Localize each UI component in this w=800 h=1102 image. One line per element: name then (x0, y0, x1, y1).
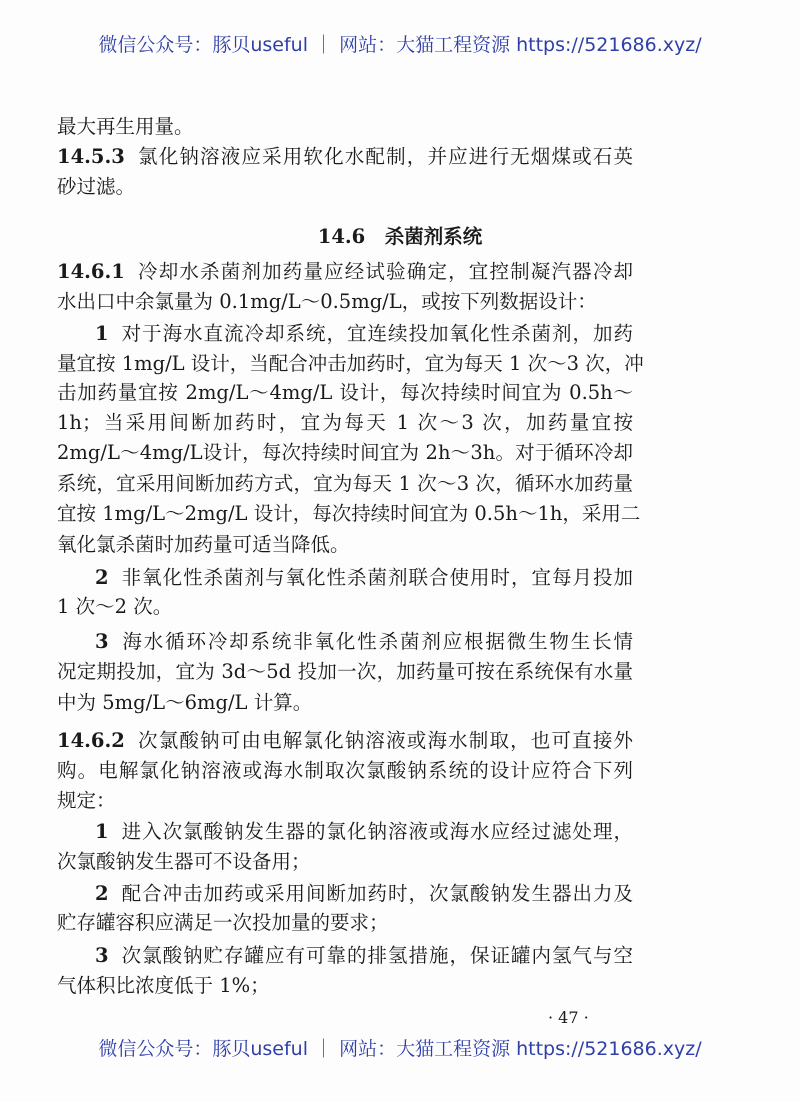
text-line (57, 911, 633, 935)
line-text: 最大再生用量。 (57, 115, 194, 138)
line-text: 贮存罐容积应满足一次投加量的要求； (57, 911, 389, 934)
line-text: 次氯酸钠贮存罐应有可靠的排氢措施，保证罐内氢气与空 (120, 944, 633, 967)
line-text: 非氧化性杀菌剂与氧化性杀菌剂联合使用时，宜每月投加 (120, 566, 633, 589)
item-number: 2 (95, 566, 109, 589)
watermark-top: 微信公众号：豚贝useful ｜ 网站：大猫工程资源 https://521686.xyz/ (98, 34, 702, 56)
line-text: 对于海水直流冷却系统，宜连续投加氧化性杀菌剂，加药 (120, 322, 633, 345)
line-text: 2mg/L～4mg/L设计，每次持续时间宜为 2h～3h。对于循环冷却 (57, 441, 633, 464)
text-line (57, 850, 633, 874)
text-line (57, 352, 644, 376)
clause-number: 14.6.2 (57, 729, 125, 752)
line-text: 配合冲击加药或采用间断加药时，次氯酸钠发生器出力及 (120, 882, 633, 905)
clause-14-6-1 (57, 260, 633, 284)
text-line (57, 533, 633, 557)
line-text: 宜按 1mg/L～2mg/L 设计，每次持续时间宜为 0.5h～1h，采用二 (57, 502, 641, 525)
line-text: 进入次氯酸钠发生器的氯化钠溶液或海水应经过滤处理， (120, 820, 633, 843)
item-number: 3 (95, 630, 109, 653)
item-number: 1 (95, 820, 109, 843)
text-line (57, 502, 641, 526)
clause-14-5-3 (57, 145, 633, 169)
line-text: 1h；当采用间断加药时，宜为每天 1 次～3 次，加药量宜按 (57, 411, 633, 434)
line-text: 购。电解氯化钠溶液或海水制取次氯酸钠系统的设计应符合下列 (57, 759, 633, 782)
line-text: 氧化氯杀菌时加药量可适当降低。 (57, 533, 350, 556)
item-1 (95, 322, 633, 346)
line-text: 量宜按 1mg/L 设计，当配合冲击加药时，宜为每天 1 次～3 次，冲 (57, 352, 644, 375)
item-3 (95, 944, 633, 968)
item-number: 1 (95, 322, 109, 345)
section-heading: 14.6 杀菌剂系统 (317, 225, 483, 248)
text-line (57, 595, 633, 619)
text-line (57, 381, 633, 405)
line-text: 1 次～2 次。 (57, 595, 173, 618)
item-number: 3 (95, 944, 109, 967)
text-line (57, 974, 633, 998)
line-text: 次氯酸钠发生器可不设备用； (57, 850, 311, 873)
text-line (57, 175, 633, 199)
line-text: 气体积比浓度低于 1%； (57, 974, 270, 997)
line-text: 冷却水杀菌剂加药量应经试验确定，宜控制凝汽器冷却 (136, 260, 633, 283)
item-3 (95, 630, 633, 654)
text-line (57, 472, 633, 496)
line-text: 况定期投加，宜为 3d～5d 投加一次，加药量可按在系统保有水量 (57, 660, 633, 683)
text-line (57, 691, 633, 715)
line-text: 水出口中余氯量为 0.1mg/L～0.5mg/L，或按下列数据设计： (57, 290, 597, 313)
text-line (57, 290, 633, 314)
text-line (57, 115, 633, 139)
line-text: 击加药量宜按 2mg/L～4mg/L 设计，每次持续时间宜为 0.5h～ (57, 381, 633, 404)
item-1 (95, 820, 633, 844)
line-text: 海水循环冷却系统非氧化性杀菌剂应根据微生物生长情 (120, 630, 633, 653)
line-text: 次氯酸钠可由电解氯化钠溶液或海水制取，也可直接外 (136, 729, 633, 752)
text-line (57, 789, 633, 813)
text-line (57, 759, 633, 783)
text-line (57, 411, 633, 435)
page-number: · 47 · (548, 1008, 589, 1027)
item-2 (95, 566, 633, 590)
line-text: 系统，宜采用间断加药方式，宜为每天 1 次～3 次，循环水加药量 (57, 472, 633, 495)
line-text: 氯化钠溶液应采用软化水配制，并应进行无烟煤或石英 (136, 145, 633, 168)
line-text: 砂过滤。 (57, 175, 136, 198)
clause-number: 14.6.1 (57, 260, 125, 283)
line-text: 规定： (57, 789, 116, 812)
clause-14-6-2 (57, 729, 633, 753)
watermark-bottom: 微信公众号：豚贝useful ｜ 网站：大猫工程资源 https://521686.xyz/ (98, 1038, 702, 1060)
text-line (57, 660, 633, 684)
item-number: 2 (95, 882, 109, 905)
item-2 (95, 882, 633, 906)
text-line (57, 441, 633, 465)
clause-number: 14.5.3 (57, 145, 125, 168)
line-text: 中为 5mg/L～6mg/L 计算。 (57, 691, 313, 714)
